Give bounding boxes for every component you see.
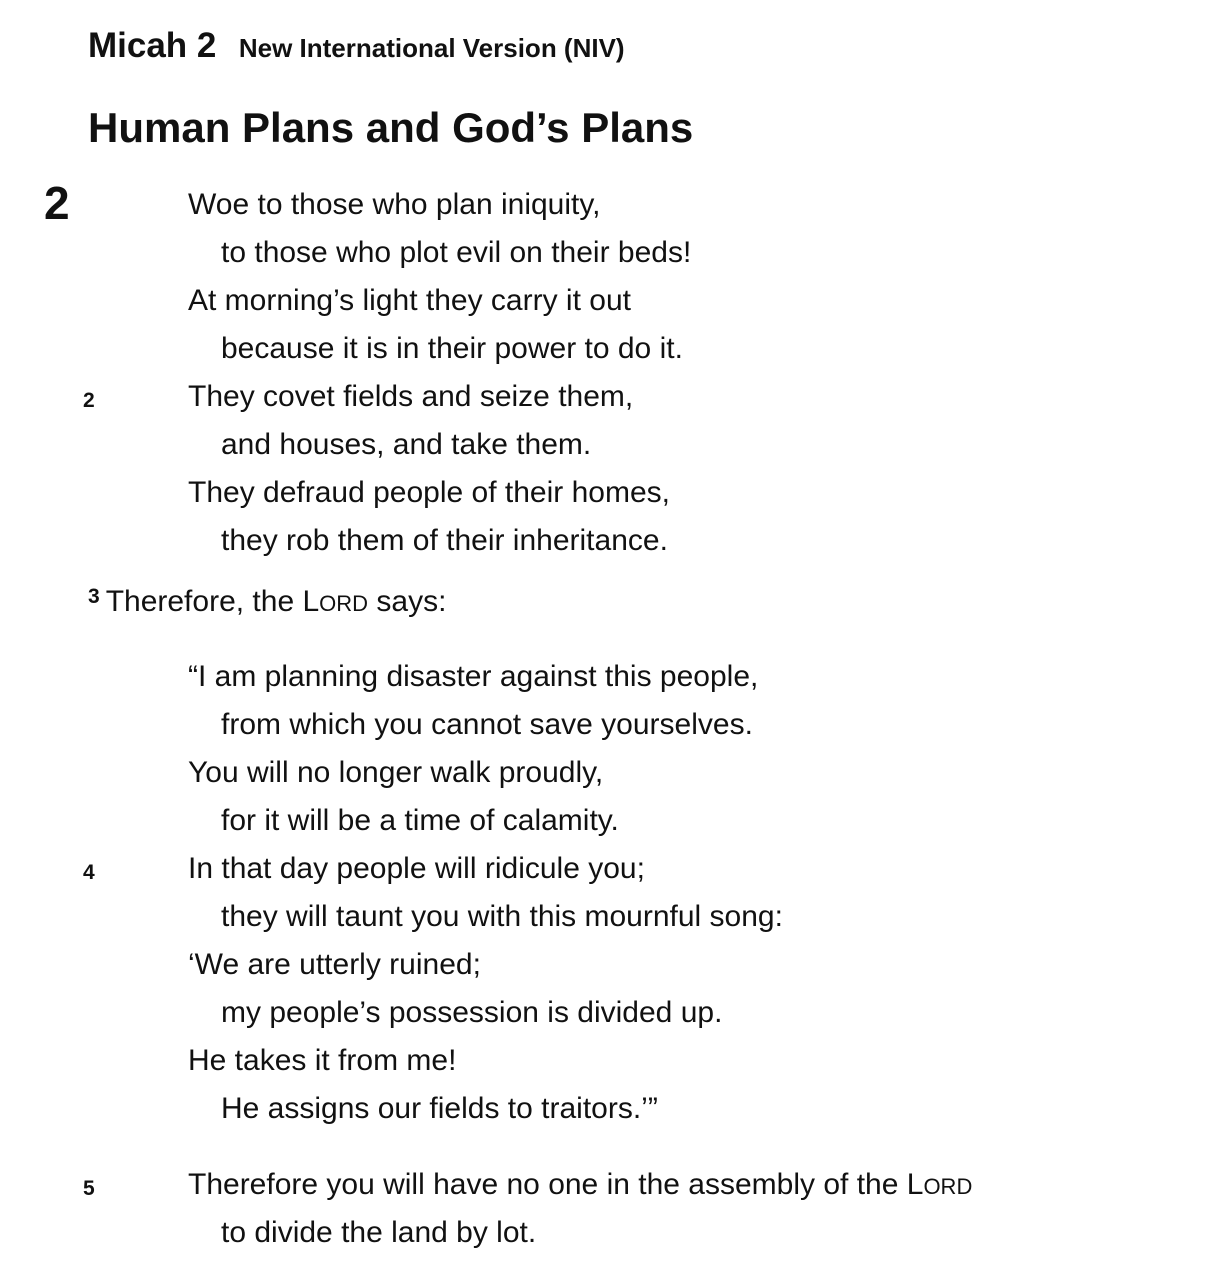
lord-smallcaps-initial: L <box>906 1168 924 1201</box>
verse-line: my people’s possession is divided up. <box>221 996 723 1029</box>
verse-line: He takes it from me! <box>188 1044 457 1077</box>
lord-smallcaps-initial: L <box>302 585 320 618</box>
verse-line: and houses, and take them. <box>221 428 592 461</box>
verse-number-2: 2 <box>83 389 95 412</box>
bible-version: New International Version (NIV) <box>238 33 625 63</box>
verse-line: to those who plot evil on their beds! <box>221 236 692 269</box>
verse-line: They covet fields and seize them, <box>188 380 634 413</box>
verse-number-3: 3 <box>88 585 100 608</box>
verse-line: They defraud people of their homes, <box>188 476 670 509</box>
prose-text: Therefore, the <box>105 585 303 618</box>
passage-reference: Micah 2 <box>88 26 217 65</box>
verse-line: they will taunt you with this mournful song: <box>221 900 783 933</box>
section-heading: Human Plans and God’s Plans <box>88 104 694 151</box>
verse-line: “I am planning disaster against this people, <box>188 660 759 693</box>
verse-number-5: 5 <box>83 1177 95 1200</box>
verse-line: because it is in their power to do it. <box>221 332 683 365</box>
verse-line: ‘We are utterly ruined; <box>188 948 481 981</box>
lord-smallcaps-rest: ORD <box>923 1174 973 1199</box>
lord-smallcaps-rest: ORD <box>319 591 369 616</box>
verse-line: they rob them of their inheritance. <box>221 524 668 557</box>
passage-header <box>88 26 625 66</box>
verse-line-text: Therefore you will have no one in the assembly of the <box>188 1168 907 1201</box>
verse-line: for it will be a time of calamity. <box>221 804 619 837</box>
verse-line <box>188 1167 972 1205</box>
prose-text-end: says: <box>368 585 447 618</box>
verse-line: You will no longer walk proudly, <box>188 756 604 789</box>
verse-number-4: 4 <box>83 861 95 884</box>
chapter-number: 2 <box>44 177 70 229</box>
verse-line: In that day people will ridicule you; <box>188 852 645 885</box>
verse-line: from which you cannot save yourselves. <box>221 708 753 741</box>
verse-line: to divide the land by lot. <box>221 1216 537 1249</box>
verse-line: At morning’s light they carry it out <box>188 284 631 317</box>
verse-line: Woe to those who plan iniquity, <box>188 188 601 221</box>
verse-prose <box>88 584 446 623</box>
verse-line: He assigns our fields to traitors.’” <box>221 1092 658 1125</box>
